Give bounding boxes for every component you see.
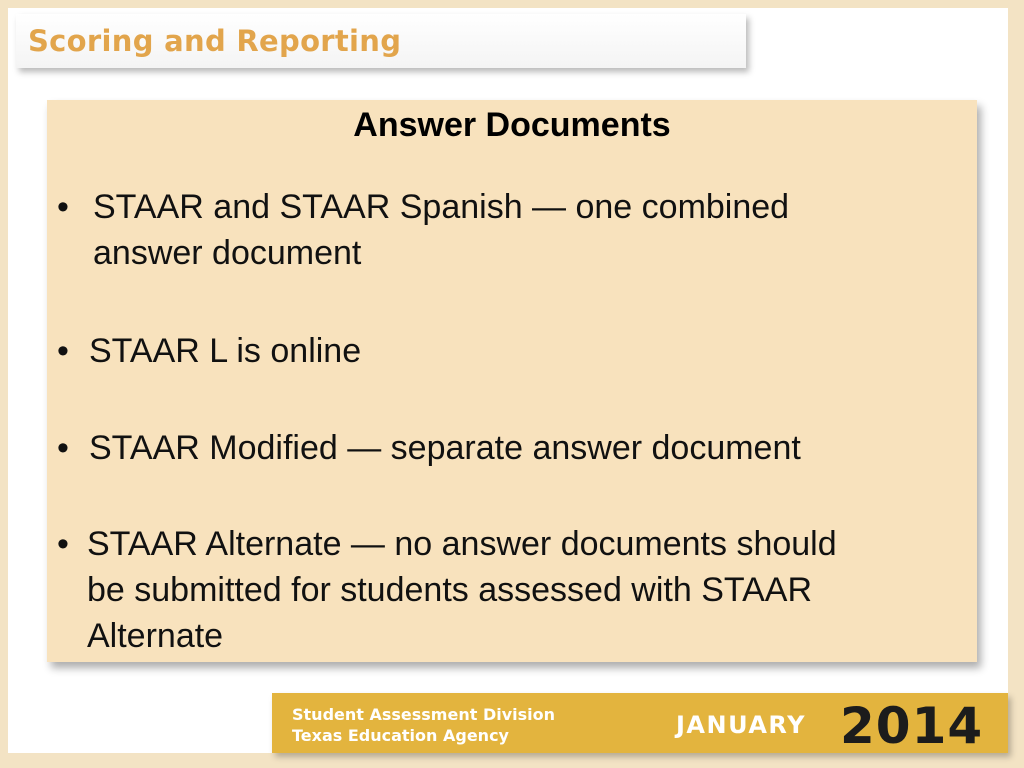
content-heading: Answer Documents bbox=[353, 106, 671, 144]
footer-month: JANUARY bbox=[676, 711, 806, 739]
bullet-text: STAAR L is online bbox=[89, 332, 362, 370]
footer-bar bbox=[272, 693, 1008, 753]
bullet-text: Alternate bbox=[87, 617, 224, 655]
bullet-text: answer document bbox=[93, 234, 362, 272]
bullet-dot: • bbox=[57, 332, 69, 370]
slide-title: Scoring and Reporting bbox=[28, 24, 402, 58]
bullet-dot: • bbox=[57, 188, 69, 226]
footer-year: 2014 bbox=[840, 697, 984, 755]
bullet-item bbox=[57, 184, 789, 276]
bullet-text: be submitted for students assessed with STAAR bbox=[87, 571, 813, 609]
footer-org-division: Student Assessment Division bbox=[292, 705, 556, 724]
title-bar bbox=[16, 14, 746, 68]
bullet-text: STAAR Modified — separate answer document bbox=[89, 429, 801, 467]
content-box bbox=[47, 100, 977, 662]
bullet-text: STAAR Alternate — no answer documents should bbox=[87, 525, 837, 563]
bullet-item bbox=[57, 521, 837, 659]
bullet-dot: • bbox=[57, 525, 69, 563]
bullet-text: STAAR and STAAR Spanish — one combined bbox=[93, 188, 790, 226]
bullet-item bbox=[57, 425, 801, 471]
footer-org-agency: Texas Education Agency bbox=[292, 726, 509, 745]
bullet-item bbox=[57, 328, 361, 374]
bullet-dot: • bbox=[57, 429, 69, 467]
